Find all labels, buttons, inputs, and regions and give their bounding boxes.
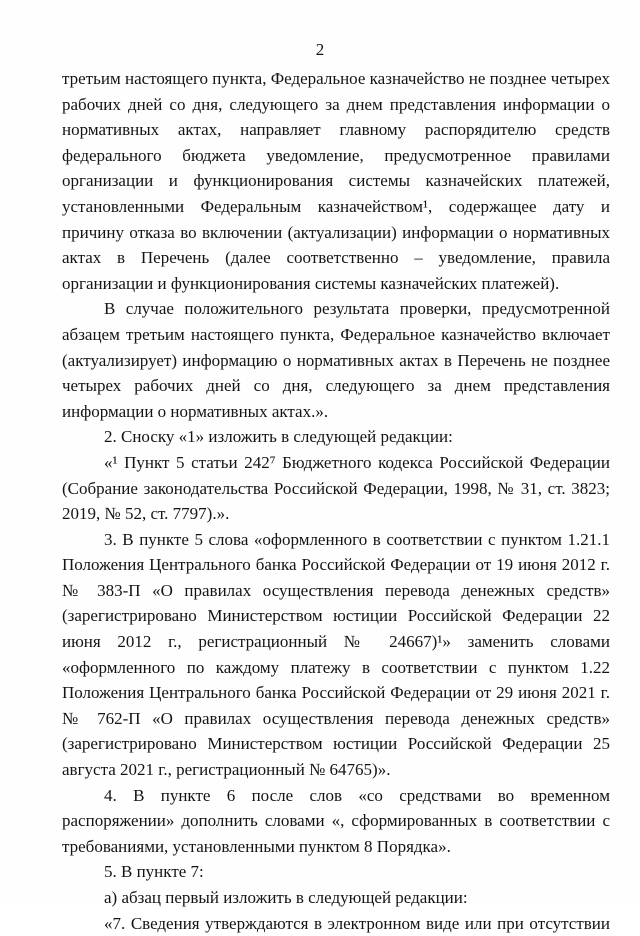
paragraph-positive-result: В случае положительного результата проверки, предусмотренной абзацем третьим настоящего пункта, Федеральное казначейство включает (актуализирует) информацию о нормативных актах в Перечень не позднее четырех рабочих дней со дня, следующего за днем представления информации о нормативных актах.». [62,299,610,421]
paragraph-item-3: 3. В пункте 5 слова «оформленного в соответствии с пунктом 1.21.1 Положения Центрального банка Российской Федерации от 19 июня 2012 г. № 383-П «О правилах осуществления перевода денежных средств» (зарегистрировано Министерством юстиции Российской Федерации 22 июня 2012 г., регистрационный № 24667)¹» заменить словами «оформленного по каждому платежу в соответствии с пунктом 1.22 Положения Центрального банка Российской Федерации от 29 июня 2021 г. № 762-П «О правилах осуществления перевода денежных средств» (зарегистрировано Министерством юстиции Российской Федерации 25 августа 2021 г., регистрационный № 64765)». [62,529,610,780]
page-number: 2 [315,40,325,59]
paragraph-item-7-start: «7. Сведения утверждаются в электронном виде или при отсутствии [104,913,610,933]
paragraph-item-5: 5. В пункте 7: [104,862,204,882]
paragraph-item-4: 4. В пункте 6 после слов «со средствами во временном распоряжении» дополнить словами «, сформированных в соответствии с требованиями, установленными пунктом 8 Порядка». [62,785,610,856]
paragraph-continuation: третьим настоящего пункта, Федеральное казначейство не позднее четырех рабочих дней со дня, следующего за днем представления информации о нормативных актах, направляет главному распорядителю средств федерального бюджета уведомление, предусмотренное правилами организации и функционирования системы казначейских платежей, установленными Федеральным казначейством¹, содержащее дату и причину отказа во включении (актуализации) информации о нормативных актах в Перечень (далее соответственно – уведомление, правила организации и функционирования системы казначейских платежей). [62,69,610,293]
document-body [62,66,610,936]
paragraph-footnote-text: «¹ Пункт 5 статьи 242⁷ Бюджетного кодекса Российской Федерации (Собрание законодательства Российской Федерации, 1998, № 31, ст. 3823; 2019, № 52, ст. 7797).». [62,452,610,524]
paragraph-item-2: 2. Сноску «1» изложить в следующей редакции: [104,427,453,447]
paragraph-subitem-a: а) абзац первый изложить в следующей редакции: [104,888,468,907]
